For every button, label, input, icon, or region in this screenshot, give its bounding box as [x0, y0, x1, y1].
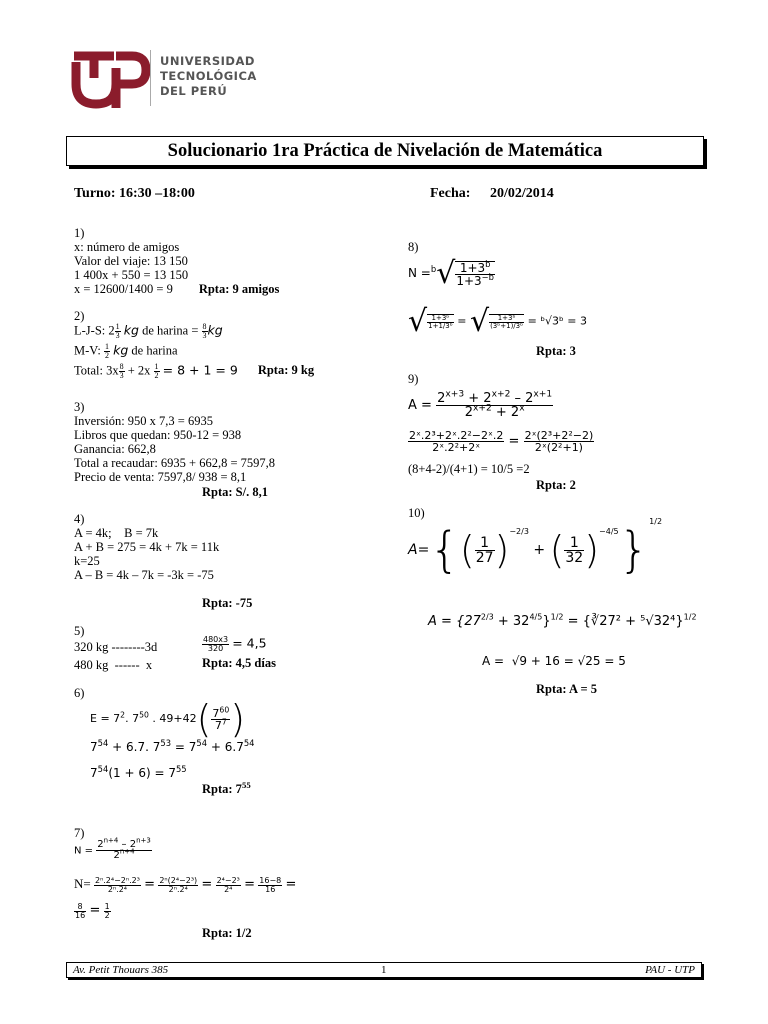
footer-org: PAU - UTP: [645, 964, 695, 976]
root-symbol: √: [408, 304, 428, 339]
university-line-1: UNIVERSIDAD: [160, 54, 255, 68]
problem-7-line-3: $\frac{8}{16}$ = $\frac{1}{2}$: [75, 901, 110, 920]
text-line: Inversión: 950 x 7,3 = 6935: [74, 414, 213, 428]
answer: Rpta: -75: [202, 596, 253, 610]
university-name: [160, 54, 257, 99]
text-line: x = 12600/1400 = 9 Rpta: 9 amigos: [74, 282, 280, 296]
answer: Rpta: S/. 8,1: [202, 485, 268, 499]
answer: Rpta: 9 kg: [257, 363, 315, 378]
turno-value: 16:30 –18:00: [119, 186, 195, 201]
logo-divider: [150, 50, 151, 106]
text-line: Precio de venta: 7597,8/ 938 = 8,1: [74, 470, 247, 484]
problem-number: 8): [408, 240, 419, 254]
fecha: [430, 186, 554, 202]
problem-10-expression: A={( $\frac{1}{27}$ )$^{-2/3}$ + ( $\frac{1}{32}$ )$^{-4/5}$}$^{1/2}$: [408, 517, 663, 578]
text-line: 320 kg --------3d: [74, 640, 158, 654]
problem-6-line-2: $7^{54} + 6.7$. $7^{53} = 7^{54} + 6.7^{54}$: [90, 738, 255, 754]
footer-address: Av. Petit Thouars 385: [73, 964, 169, 976]
answer: Rpta: 4,5 días: [202, 656, 276, 670]
turno-label: Turno:: [74, 186, 116, 201]
root-symbol: √: [436, 256, 456, 291]
problem-3: [74, 400, 275, 484]
answer: Rpta: A = 5: [536, 682, 597, 696]
text-line: A = 4k; B = 7k: [74, 526, 159, 540]
footer-box: [66, 962, 702, 978]
problem-number: 7): [74, 826, 85, 840]
problem-9-expression: A = $\frac{2^{x+3} + 2^{x+2} - 2^{x+1}}{2^{x+2} + 2^x}$: [408, 389, 553, 420]
fecha-value: 20/02/2014: [489, 186, 554, 201]
problem-8-expression: N =$^b$√ $\frac{1+3^b}{1+3^{-b}}$: [408, 256, 494, 291]
problem-1: [74, 226, 279, 296]
text-line: M-V: $\frac{1}{2}$ kg de harina: [74, 342, 178, 360]
utp-logo-mark: [70, 48, 150, 110]
problem-2: [74, 309, 314, 383]
problem-8-line-2: √ $\frac{\text{1+3ᵇ}}{\text{1+1/3ᵇ}}$ = √ $\frac{\text{1+3ᵇ}}{\text{(3ᵇ+1)/3ᵇ}}$ = ᵇ√3ᵇ = 3: [408, 304, 587, 339]
root-symbol: √: [469, 304, 490, 339]
problem-number: 3): [74, 400, 85, 414]
utp-logo: [70, 48, 270, 110]
problem-number: 4): [74, 512, 85, 526]
answer: Rpta: 3: [536, 344, 576, 358]
problem-6-line-3: $7^{54}(1 + 6) = 7^{55}$: [90, 764, 187, 780]
text-line: x: número de amigos: [74, 240, 180, 254]
problem-number: 1): [74, 226, 85, 240]
university-line-3: DEL PERÚ: [160, 84, 228, 98]
answer: Rpta: 9 amigos: [198, 282, 280, 296]
problem-number: 5): [74, 624, 85, 638]
problem-10-line-2: $A = \{27^{2/3} + 32^{4/5}\}^{1/2}$ = {∛27² + ⁵√32⁴}$^{1/2}$: [428, 612, 697, 629]
text-line: (8+4-2)/(4+1) = 10/5 =2: [408, 462, 530, 476]
turno: [74, 186, 195, 202]
text-line: A – B = 4k – 7k = -3k = -75: [74, 568, 214, 582]
problem-5-fraction: $\frac{480x3}{320}$ = 4,5: [203, 635, 267, 653]
text-line: k=25: [74, 554, 100, 568]
problem-7-line-2: N= $\frac{\text{2ⁿ.2⁴−2ⁿ.2³}}{\text{2ⁿ.2⁴}}$ = $\frac{\text{2ⁿ(2⁴−2³)}}{\text{2ⁿ.2⁴}}$ = $\frac{\text{2⁴−2³}}{\text{2⁴}}$ = $\frac{16-8}{16}$ =: [74, 875, 297, 894]
answer: Rpta: 2: [536, 478, 576, 492]
problem-7-expression: N = $\frac{2^{n+4} - 2^{n+3}}{2^{n+4}}$: [74, 836, 151, 861]
text-line: L-J-S: 2 $\frac{1}{3}$ kg de harina = $\frac{8}{3}$ kg: [74, 322, 223, 340]
problem-number: 10): [408, 506, 425, 520]
problem-10-line-3: A = √9 + 16 = √25 = 5: [482, 654, 626, 668]
problem-number: 6): [74, 686, 85, 700]
problem-9-line-2: $\frac{\text{2ˣ.2³+2ˣ.2²−2ˣ.2}}{\text{2ˣ.2²+2ˣ}}$ = $\frac{\text{2ˣ(2³+2²−2)}}{\text{2ˣ(2²+1)}}$: [409, 429, 594, 454]
problem-5: [74, 624, 157, 672]
answer: Rpta: 1/2: [202, 926, 252, 940]
problem-number: 9): [408, 372, 419, 386]
text-line: 480 kg ------ x: [74, 658, 153, 672]
problem-number: 2): [74, 309, 85, 323]
page-title: Solucionario 1ra Práctica de Nivelación de Matemática: [167, 141, 603, 161]
title-box: [66, 136, 704, 166]
text-line: Ganancia: 662,8: [74, 442, 156, 456]
text-line: Total: 3x $\frac{8}{3}$ + 2x $\frac{1}{2}$ = 8 + 1 = 9 Rpta: 9 kg: [74, 362, 315, 380]
problem-4: [74, 512, 219, 582]
footer-page-number: 1: [381, 964, 387, 976]
answer: Rpta: $7^{55}$: [202, 779, 251, 796]
text-line: Libros que quedan: 950-12 = 938: [74, 428, 242, 442]
problem-6-expression: $E = 7^2$. $7^{50}$ . 49+42( $\frac{7^{60}}{7^7}$ ): [90, 697, 246, 741]
fecha-label: Fecha:: [430, 186, 471, 201]
text-line: 1 400x + 550 = 13 150: [74, 268, 189, 282]
text-line: A + B = 275 = 4k + 7k = 11k: [74, 540, 220, 554]
text-line: Total a recaudar: 6935 + 662,8 = 7597,8: [74, 456, 276, 470]
text-line: Valor del viaje: 13 150: [74, 254, 188, 268]
university-line-2: TECNOLÓGICA: [160, 69, 257, 83]
